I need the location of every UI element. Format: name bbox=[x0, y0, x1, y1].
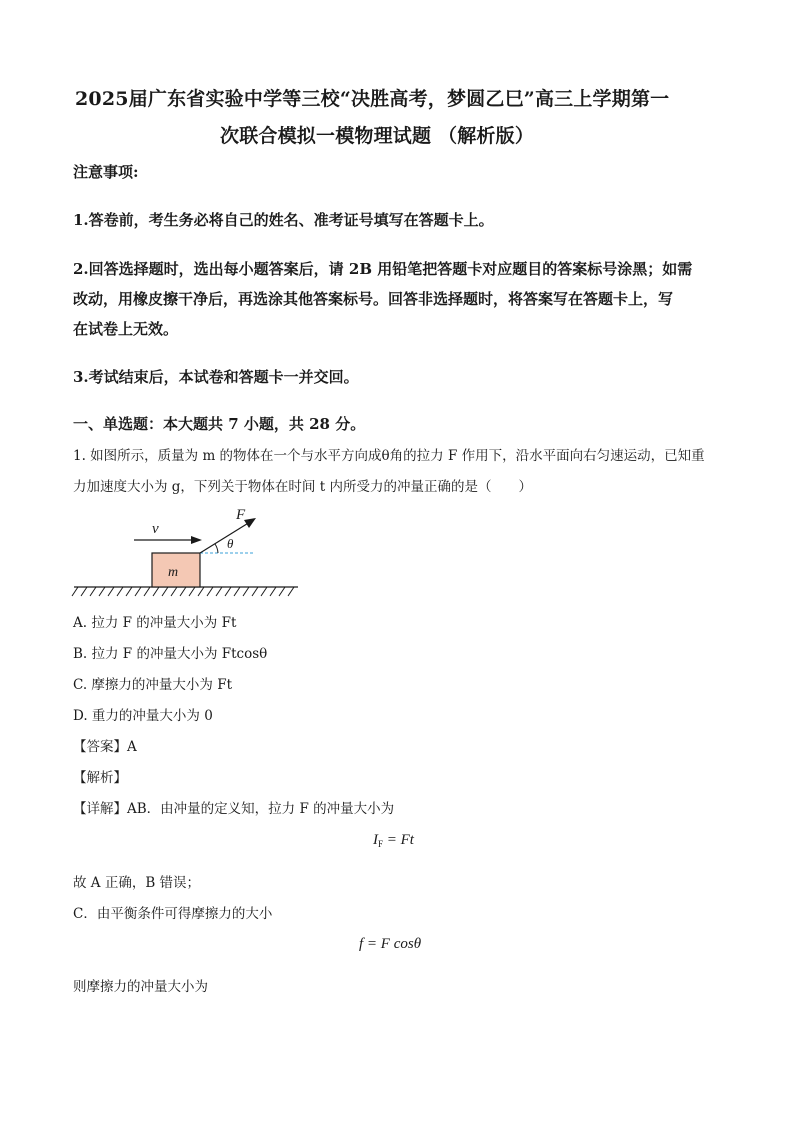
formula-impulse-rhs: = Ft bbox=[383, 832, 414, 848]
detail-line-3: C．由平衡条件可得摩擦力的大小 bbox=[73, 906, 273, 922]
formula-impulse-sub: F bbox=[378, 839, 384, 849]
option-c: C. 摩擦力的冲量大小为 Ft bbox=[73, 677, 233, 693]
detail-line-2: 故 A 正确，B 错误； bbox=[73, 875, 201, 891]
detail-line-4: 则摩擦力的冲量大小为 bbox=[73, 979, 208, 995]
option-a: A. 拉力 F 的冲量大小为 Ft bbox=[73, 615, 237, 631]
angle-arc bbox=[215, 544, 218, 553]
formula-friction: f = F cosθ bbox=[359, 936, 422, 952]
physics-figure bbox=[70, 500, 305, 600]
detail-line-1: 【详解】AB．由冲量的定义知，拉力 F 的冲量大小为 bbox=[73, 801, 395, 817]
mass-label: m bbox=[168, 565, 179, 580]
force-label: F bbox=[236, 507, 246, 523]
analysis-heading: 【解析】 bbox=[73, 770, 127, 786]
force-arrowhead bbox=[244, 518, 256, 528]
velocity-label: v bbox=[152, 521, 159, 537]
option-b: B. 拉力 F 的冲量大小为 Ftcosθ bbox=[73, 646, 268, 662]
answer-line: 【答案】A bbox=[73, 739, 137, 755]
notice-item-1: 1.答卷前，考生务必将自己的姓名、准考证号填写在答题卡上。 bbox=[73, 211, 494, 229]
doc-title-line1: 2025届广东省实验中学等三校“决胜高考，梦圆乙巳”高三上学期第一 bbox=[75, 88, 670, 110]
doc-title-line2: 次联合模拟一模物理试题 （解析版） bbox=[220, 125, 535, 147]
force-arrow bbox=[200, 522, 250, 553]
formula-impulse-lhs: I bbox=[373, 832, 378, 848]
notice-item-2-line2: 改动，用橡皮擦干净后，再选涂其他答案标号。回答非选择题时，将答案写在答题卡上，写 bbox=[73, 290, 674, 308]
velocity-arrowhead bbox=[191, 536, 202, 544]
option-d: D. 重力的冲量大小为 0 bbox=[73, 708, 213, 724]
formula-impulse-f bbox=[373, 832, 414, 849]
notice-item-2-line1: 2.回答选择题时，选出每小题答案后，请 2B 用铅笔把答题卡对应题目的答案标号涂黑；如需 bbox=[73, 260, 693, 278]
notice-heading: 注意事项: bbox=[73, 163, 139, 181]
notice-item-2-line3: 在试卷上无效。 bbox=[73, 320, 179, 338]
question-stem-line1: 1. 如图所示，质量为 m 的物体在一个与水平方向成θ角的拉力 F 作用下，沿水平面向右匀速运动，已知重 bbox=[73, 448, 705, 464]
question-stem-line2: 力加速度大小为 g，下列关于物体在时间 t 内所受力的冲量正确的是（ ） bbox=[73, 479, 532, 495]
section-heading: 一、单选题：本大题共 7 小题，共 28 分。 bbox=[73, 415, 366, 433]
ground-hatching bbox=[72, 587, 294, 596]
angle-label: θ bbox=[227, 536, 234, 551]
notice-item-3: 3.考试结束后，本试卷和答题卡一并交回。 bbox=[73, 368, 359, 386]
